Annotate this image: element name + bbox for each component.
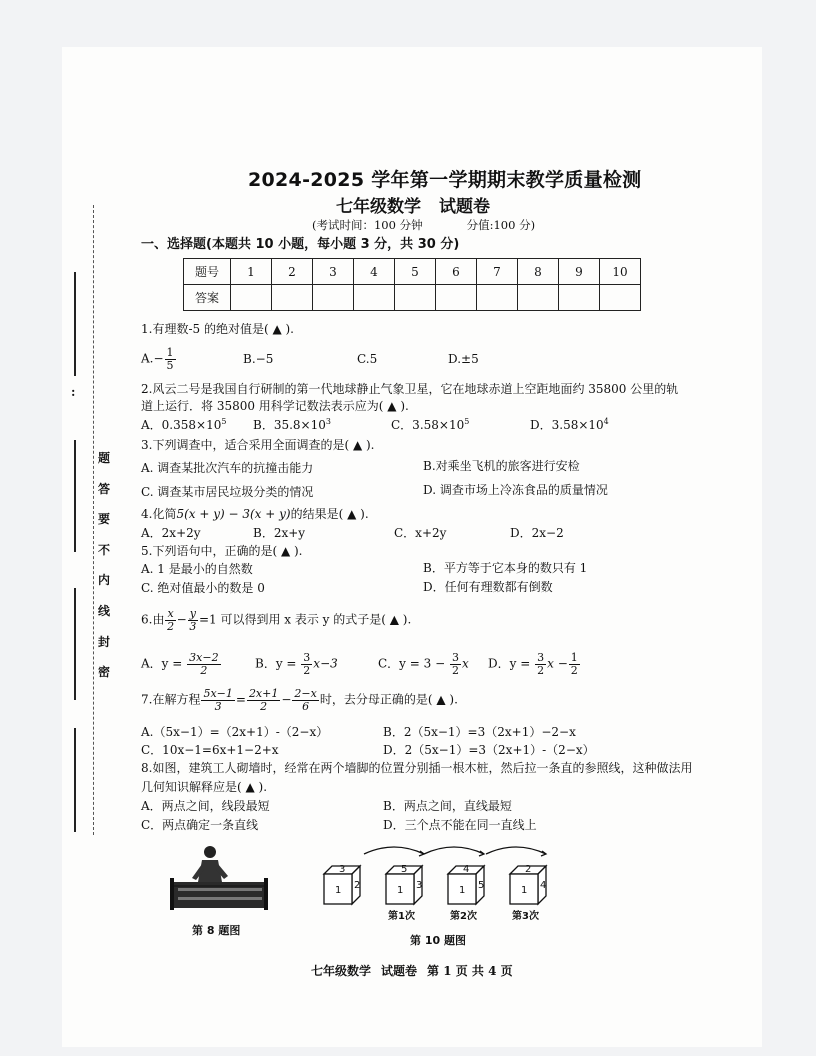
- fraction: [450, 652, 461, 676]
- answer-cell[interactable]: [477, 285, 518, 311]
- cube-face-side: 3: [416, 880, 423, 891]
- option-text: A．0.358×10: [141, 418, 222, 432]
- question-3-option-b: B.对乘坐飞机的旅客进行安检: [423, 459, 580, 473]
- question-number-cell: 4: [354, 259, 395, 285]
- answer-cell[interactable]: [313, 285, 354, 311]
- subject-name: 七年级数学: [336, 197, 421, 217]
- fraction-denominator: 6: [302, 699, 310, 713]
- question-4-option-b: B．2x+y: [253, 526, 306, 540]
- binding-bar: [74, 588, 76, 700]
- fraction-numerator: x: [167, 607, 174, 620]
- answer-cell[interactable]: [272, 285, 313, 311]
- stem-prefix: 4.化简: [141, 507, 177, 521]
- answer-cell[interactable]: [518, 285, 559, 311]
- question-1-option-b: B.−5: [243, 352, 274, 366]
- section-heading: 一、选择题(本题共 10 小题，每小题 3 分，共 30 分): [141, 237, 460, 252]
- question-8-stem-line2: 几何知识解释应是( ▲ ).: [141, 780, 268, 794]
- cube-face-top: 5: [401, 864, 408, 875]
- question-1-stem: 1.有理数-5 的绝对值是( ▲ ).: [141, 322, 294, 336]
- question-6-option-d: [488, 652, 581, 676]
- fraction-denominator: 2: [200, 663, 208, 677]
- cube-face-top: 3: [339, 864, 346, 875]
- question-1-option-c: C.5: [357, 352, 378, 366]
- fraction-numerator: 1: [570, 651, 578, 664]
- question-8-option-a: A．两点之间，线段最短: [141, 799, 270, 813]
- expression-tail: x−3: [313, 656, 338, 671]
- question-6-stem: [141, 608, 411, 632]
- footer-type: 试题卷: [381, 964, 418, 978]
- answer-cell[interactable]: [600, 285, 641, 311]
- fraction: [247, 688, 280, 712]
- fraction: [201, 688, 234, 712]
- question-2-stem-line2: 道上运行．将 35800 用科学记数法表示应为( ▲ ).: [141, 399, 409, 413]
- fraction-denominator: 5: [166, 358, 174, 372]
- question-number-cell: 7: [477, 259, 518, 285]
- stem-suffix: 时，去分母正确的是( ▲ ).: [319, 692, 458, 707]
- question-8-option-c: C．两点确定一条直线: [141, 818, 259, 832]
- question-8-option-b: B．两点之间，直线最短: [383, 799, 512, 813]
- option-text: B．35.8×10: [253, 418, 326, 432]
- binding-dots: :: [71, 385, 76, 399]
- binding-char: 要: [98, 512, 111, 527]
- fraction: [188, 608, 198, 632]
- binding-bar: [74, 272, 76, 376]
- exam-score: 分值:100 分): [466, 218, 536, 232]
- fraction-numerator: 3: [303, 651, 311, 664]
- question-2-option-d: [530, 417, 609, 433]
- answer-table-row: [184, 259, 641, 285]
- question-8-option-d: D．三个点不能在同一直线上: [383, 818, 537, 832]
- fraction-denominator: 2: [167, 619, 175, 633]
- page-footer: [311, 962, 513, 979]
- question-7-stem: [141, 688, 458, 712]
- binding-dashed-line: [93, 205, 94, 835]
- question-2-option-c: [391, 417, 469, 433]
- fraction: [301, 652, 312, 676]
- answer-cell[interactable]: [354, 285, 395, 311]
- question-2-stem-line1: 2.风云二号是我国自行研制的第一代地球静止气象卫星，它在地球赤道上空距地面约 35800 公里的轨: [141, 382, 679, 396]
- figure-8-caption: 第 8 题图: [192, 924, 241, 937]
- figure-10-caption: 第 10 题图: [410, 934, 466, 947]
- question-number-cell: 5: [395, 259, 436, 285]
- fraction: [165, 608, 175, 632]
- question-6-option-b: [255, 652, 338, 676]
- question-5-option-d: D．任何有理数都有倒数: [423, 580, 553, 594]
- option-text: C．3.58×10: [391, 418, 465, 432]
- answer-cell[interactable]: [395, 285, 436, 311]
- footer-subject: 七年级数学: [311, 964, 372, 978]
- question-5-option-b: B．平方等于它本身的数只有 1: [423, 561, 588, 575]
- bricklayer-figure: [168, 842, 272, 918]
- option-label: A.−: [141, 351, 164, 366]
- fraction-numerator: 3: [451, 651, 459, 664]
- question-number-cell: 1: [231, 259, 272, 285]
- fraction: [187, 652, 220, 676]
- option-text: D．3.58×10: [530, 418, 604, 432]
- cube-face-top: 4: [463, 864, 470, 875]
- exam-subtitle: [336, 192, 490, 217]
- question-8-stem-line1: 8.如图，建筑工人砌墙时，经常在两个墙脚的位置分别插一根木桩，然后拉一条直的参照线，这种做法用: [141, 761, 693, 775]
- question-5-option-c: C. 绝对值最小的数是 0: [141, 581, 265, 595]
- question-number-cell: 2: [272, 259, 313, 285]
- roll-label: 第2次: [450, 911, 477, 922]
- fraction-denominator: 2: [260, 699, 268, 713]
- option-label: B．y =: [255, 656, 297, 671]
- fraction-denominator: 2: [570, 663, 578, 677]
- operator: −: [176, 612, 187, 627]
- expression-mid: x −: [547, 656, 568, 671]
- fraction-denominator: 3: [189, 619, 197, 633]
- cube-face-front: 1: [459, 885, 466, 896]
- stem-prefix: 6.由: [141, 612, 165, 627]
- exponent: 5: [221, 417, 227, 426]
- binding-char: 线: [98, 603, 111, 618]
- exam-time: (考试时间：100 分钟: [312, 218, 423, 232]
- exponent: 5: [464, 417, 470, 426]
- roll-label: 第3次: [512, 911, 539, 922]
- answer-cell[interactable]: [559, 285, 600, 311]
- question-3-option-c: C. 调查某市居民垃圾分类的情况: [141, 485, 314, 499]
- question-1-option-a: [141, 347, 177, 371]
- question-4-option-c: C．x+2y: [394, 526, 447, 540]
- stem-suffix: 的结果是( ▲ ).: [290, 507, 369, 521]
- fraction: [569, 652, 580, 676]
- question-2-option-a: [141, 417, 226, 433]
- question-3-stem: 3.下列调查中，适合采用全面调查的是( ▲ ).: [141, 438, 375, 452]
- operator: −: [281, 692, 292, 707]
- question-3-option-d: D. 调查市场上冷冻食品的质量情况: [423, 483, 608, 497]
- binding-char: 答: [98, 481, 111, 496]
- question-3-option-a: A. 调查某批次汽车的抗撞击能力: [141, 461, 314, 475]
- question-number-cell: 8: [518, 259, 559, 285]
- binding-char: 密: [98, 665, 111, 680]
- exponent: 4: [603, 417, 609, 426]
- answer-cell[interactable]: [231, 285, 272, 311]
- exam-title: 2024-2025 学年第一学期期末教学质量检测: [248, 169, 642, 191]
- question-number-cell: 6: [436, 259, 477, 285]
- question-number-cell: 9: [559, 259, 600, 285]
- answer-cell[interactable]: [436, 285, 477, 311]
- math-expression: 5(x + y) − 3(x + y): [176, 507, 291, 521]
- binding-warning-text: [98, 452, 118, 697]
- answer-table-row: [184, 285, 641, 311]
- cube-face-side: 5: [478, 880, 485, 891]
- fraction: [535, 652, 546, 676]
- fraction-numerator: y: [189, 607, 196, 620]
- footer-page-number: 第 1 页 共 4 页: [427, 964, 513, 978]
- binding-bar: [74, 440, 76, 552]
- fraction: [165, 347, 176, 371]
- question-number-cell: 10: [600, 259, 641, 285]
- exponent: 3: [325, 417, 331, 426]
- table-header-cell: 答案: [184, 285, 231, 311]
- question-7-option-a: A.（5x−1）=（2x+1）-（2−x）: [141, 725, 329, 739]
- fraction-numerator: 1: [166, 346, 174, 359]
- roll-label: 第1次: [388, 911, 415, 922]
- question-4-option-d: D．2x−2: [510, 526, 564, 540]
- cube-face-front: 1: [521, 885, 528, 896]
- fraction: [292, 688, 318, 712]
- cube-face-side: 2: [354, 880, 361, 891]
- fraction-numerator: 5x−1: [203, 687, 233, 700]
- question-7-option-c: C．10x−1=6x+1−2+x: [141, 743, 279, 757]
- fraction-denominator: 2: [537, 663, 545, 677]
- question-7-option-b: B．2（5x−1）=3（2x+1）−2−x: [383, 725, 576, 739]
- fraction-numerator: 3x−2: [189, 651, 219, 664]
- fraction-denominator: 2: [303, 663, 311, 677]
- question-number-cell: 3: [313, 259, 354, 285]
- cube-face-top: 2: [525, 864, 532, 875]
- table-header-cell: 题号: [184, 259, 231, 285]
- binding-char: 封: [98, 634, 111, 649]
- stem-suffix: =1 可以得到用 x 表示 y 的式子是( ▲ ).: [198, 612, 412, 627]
- paper-type: 试题卷: [439, 197, 490, 217]
- question-7-option-d: D．2（5x−1）=3（2x+1）-（2−x）: [383, 743, 595, 757]
- question-6-option-a: [141, 652, 222, 676]
- fraction-denominator: 2: [451, 663, 459, 677]
- fraction-numerator: 2−x: [294, 687, 317, 700]
- question-1-option-d: D.±5: [448, 352, 479, 366]
- question-4-stem: [141, 507, 369, 522]
- binding-char: 内: [98, 573, 111, 588]
- question-4-option-a: A．2x+2y: [141, 526, 201, 540]
- exam-info: [312, 217, 535, 233]
- fraction-denominator: 3: [214, 699, 222, 713]
- stem-prefix: 7.在解方程: [141, 692, 201, 707]
- binding-char: 题: [98, 451, 111, 465]
- binding-char: 不: [98, 542, 111, 557]
- cube-face-side: 4: [540, 880, 547, 891]
- fraction-numerator: 3: [537, 651, 545, 664]
- cube-face-front: 1: [335, 885, 342, 896]
- binding-bar: [74, 728, 76, 832]
- question-6-option-c: [378, 652, 469, 676]
- option-label: A．y =: [141, 656, 183, 671]
- question-5-stem: 5.下列语句中，正确的是( ▲ ).: [141, 544, 303, 558]
- fraction-numerator: 2x+1: [248, 687, 279, 700]
- operator: =: [235, 692, 246, 707]
- option-label: D．y =: [488, 656, 531, 671]
- question-2-option-b: [253, 417, 331, 433]
- option-label: C．y = 3 −: [378, 656, 446, 671]
- question-5-option-a: A. 1 是最小的自然数: [141, 562, 253, 576]
- cube-face-front: 1: [397, 885, 404, 896]
- answer-table: [183, 258, 641, 311]
- expression-tail: x: [461, 656, 469, 671]
- dice-roll-figure: [316, 836, 566, 924]
